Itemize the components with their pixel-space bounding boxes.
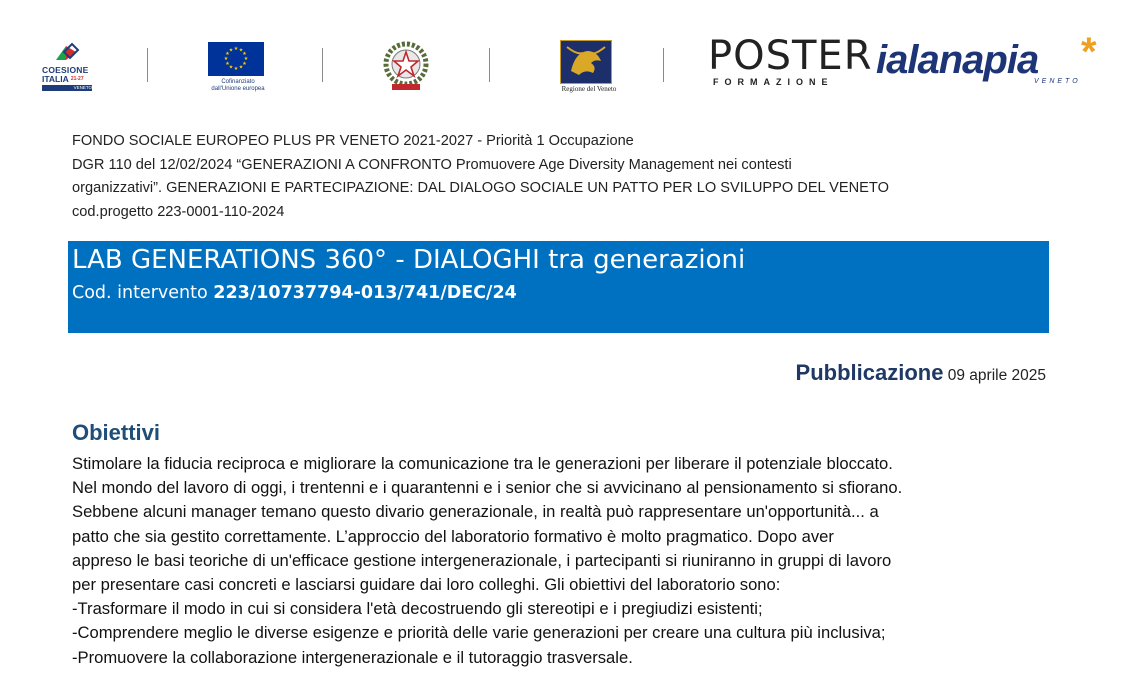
poster-wordmark: POSTER (708, 33, 873, 79)
svg-text:★: ★ (238, 47, 244, 54)
title-banner (68, 241, 1049, 333)
intervention-code-value: 223/10737794-013/741/DEC/24 (213, 283, 517, 303)
objectives-line: per presentare casi concreti e lasciarsi guidare dai loro colleghi. Gli obiettivi del laboratorio sono: (72, 575, 781, 595)
eu-caption-line1: Cofinanziato (221, 79, 255, 85)
funding-header (72, 130, 1062, 224)
svg-text:★: ★ (225, 51, 230, 57)
objectives-line: appreso le basi teoriche di un'efficace gestione intergenerazionale, i partecipanti si riuniranno in gruppi di lavoro (72, 550, 892, 570)
coesione-line3: VENETO (42, 85, 92, 91)
objectives-line: Nel mondo del lavoro di oggi, i trentenni e i quarantenni e i senior che si avvicinano al pensionamento si sfiorano. (72, 478, 903, 498)
svg-text:★: ★ (233, 46, 239, 52)
poster-subtitle: FORMAZIONE (713, 77, 834, 87)
logo-divider (147, 48, 148, 82)
italian-republic-emblem (380, 40, 432, 94)
intervention-code-label: Cod. intervento (72, 283, 214, 303)
ialanapia-wordmark: ialanapia (876, 38, 1039, 82)
coesione-italia-text: ITALIA (42, 74, 69, 84)
header-line: cod.progetto 223-0001-110-2024 (72, 203, 285, 220)
logo-strip (0, 28, 1141, 108)
header-line: DGR 110 del 12/02/2024 “GENERAZIONI A CONFRONTO Promuovere Age Diversity Management nei contesti (72, 156, 792, 173)
svg-text:★: ★ (243, 56, 249, 62)
poster-formazione-logo (708, 33, 873, 90)
svg-text:★: ★ (228, 64, 234, 71)
eu-cofinanced-logo (207, 42, 269, 94)
coesione-line1: COESIONE (42, 65, 89, 75)
publication-line (796, 360, 1046, 386)
logo-divider (322, 48, 323, 82)
objectives-line: -Comprendere meglio le diverse esigenze e priorità delle varie generazioni per creare una cultura più inclusiva; (72, 623, 886, 643)
publication-date: 09 aprile 2025 (943, 367, 1046, 384)
svg-text:★: ★ (242, 51, 247, 57)
veneto-caption: Regione del Veneto (561, 85, 617, 93)
header-line: organizzativi”. GENERAZIONI E PARTECIPAZIONE: DAL DIALOGO SOCIALE UN PATTO PER LO SVILUPPO DEL VENETO (72, 180, 889, 196)
regione-veneto-logo (556, 40, 622, 96)
emblem-icon (380, 40, 432, 94)
objectives-heading: Obiettivi (72, 420, 161, 445)
coesione-line2 (42, 75, 84, 84)
publication-label: Pubblicazione (795, 360, 944, 385)
ialanapia-subtitle: VENETO (1034, 78, 1081, 85)
ialanapia-logo (876, 32, 1116, 92)
logo-divider (663, 48, 664, 82)
eu-flag-icon (208, 42, 264, 76)
eu-caption-line2: dall'Unione europea (211, 86, 265, 92)
coesione-years: 21-27 (70, 76, 84, 82)
asterisk-icon: * (1081, 30, 1097, 74)
svg-text:★: ★ (225, 61, 230, 67)
svg-text:★: ★ (238, 64, 244, 71)
course-title: LAB GENERATIONS 360° - DIALOGHI tra generazioni (72, 245, 746, 275)
objectives-line: patto che sia gestito correttamente. L’approccio del laboratorio formativo è molto pragmatico. Dopo aver (72, 526, 834, 546)
objectives-line: Sebbene alcuni manager temano questo divario generazionale, in realtà può rappresentare un'opportunità... a (72, 502, 879, 522)
veneto-lion-icon (560, 40, 612, 84)
logo-divider (489, 48, 490, 82)
svg-text:★: ★ (223, 56, 229, 62)
intervention-code (72, 281, 517, 305)
objectives-line: -Promuovere la collaborazione intergenerazionale e il tutoraggio trasversale. (72, 647, 633, 667)
objectives-line: Stimolare la fiducia reciproca e migliorare la comunicazione tra le generazioni per liberare il potenziale bloccato. (72, 454, 893, 473)
svg-text:★: ★ (233, 66, 239, 72)
coesione-mark-icon (52, 42, 82, 62)
eu-caption (207, 79, 269, 93)
header-line: FONDO SOCIALE EUROPEO PLUS PR VENETO 2021-2027 - Priorità 1 Occupazione (72, 133, 634, 149)
svg-text:★: ★ (242, 61, 247, 67)
coesione-italia-logo (42, 42, 94, 92)
objectives-body (72, 452, 1082, 670)
svg-text:★: ★ (228, 47, 234, 54)
objectives-line: -Trasformare il modo in cui si considera l'età decostruendo gli stereotipi e i pregiudizi esistenti; (72, 599, 763, 619)
